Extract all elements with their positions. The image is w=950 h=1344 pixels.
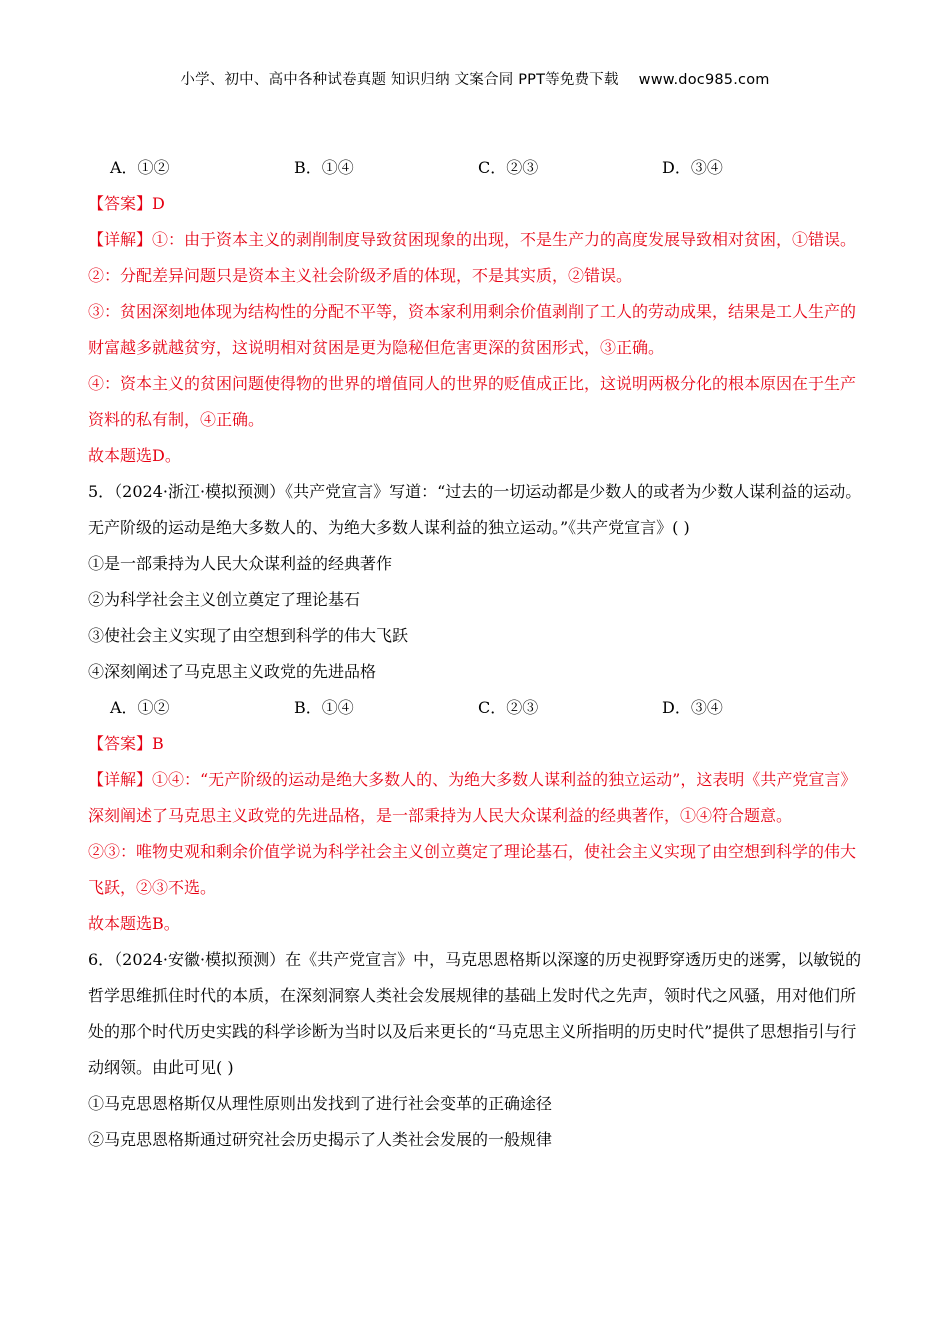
q6-stem: 6．（2024·安徽·模拟预测）在《共产党宣言》中，马克思恩格斯以深邃的历史视野穿透历史的迷雾，以敏锐的哲学思维抓住时代的本质，在深刻洞察人类社会发展规律的基础上发时代之先声，领时代之风骚，用对他们所处的那个时代历史实践的科学诊断为当时以及后来更长的“马克思主义所指明的历史时代”提供了思想指引与行动纲领。由此可见( ) <box>88 950 862 1077</box>
q4-detail-2: ②：分配差异问题只是资本主义社会阶级矛盾的体现，不是其实质，②错误。 <box>88 266 633 285</box>
question-content <box>88 150 863 1158</box>
q5-option-d: D．③④ <box>662 698 723 717</box>
q5-item-1: ①是一部秉持为人民大众谋利益的经典著作 <box>88 554 393 573</box>
q5-option-c: C．②③ <box>478 698 539 717</box>
q4-option-b: B．①④ <box>294 158 354 177</box>
q6-item-1: ①马克思恩格斯仅从理性原则出发找到了进行社会变革的正确途径 <box>88 1094 553 1113</box>
q5-item-3: ③使社会主义实现了由空想到科学的伟大飞跃 <box>88 626 409 645</box>
q5-item-2: ②为科学社会主义创立奠定了理论基石 <box>88 590 361 609</box>
q4-conclusion: 故本题选D。 <box>88 446 181 465</box>
q4-option-a: A．①② <box>110 158 170 177</box>
q4-detail-4: ④：资本主义的贫困问题使得物的世界的增值同人的世界的贬值成正比，这说明两极分化的根本原因在于生产资料的私有制，④正确。 <box>88 374 857 429</box>
q4-option-d: D．③④ <box>662 158 723 177</box>
q5-stem: 5．（2024·浙江·模拟预测）《共产党宣言》写道：“过去的一切运动都是少数人的或者为少数人谋利益的运动。无产阶级的运动是绝大多数人的、为绝大多数人谋利益的独立运动。”《共产党宣言》( ) <box>88 482 862 537</box>
q4-answer: 【答案】D <box>88 194 165 213</box>
q4-option-c: C．②③ <box>478 158 539 177</box>
q5-option-b: B．①④ <box>294 698 354 717</box>
q5-detail-2: ②③：唯物史观和剩余价值学说为科学社会主义创立奠定了理论基石，使社会主义实现了由空想到科学的伟大飞跃，②③不选。 <box>88 842 857 897</box>
q5-option-a: A．①② <box>110 698 170 717</box>
q6-item-2: ②马克思恩格斯通过研究社会历史揭示了人类社会发展的一般规律 <box>88 1130 553 1149</box>
q4-options <box>88 150 863 186</box>
q5-conclusion: 故本题选B。 <box>88 914 180 933</box>
q5-options <box>88 690 863 726</box>
page-header <box>0 68 950 89</box>
header-text: 小学、初中、高中各种试卷真题 知识归纳 文案合同 PPT等免费下载 <box>180 72 619 88</box>
q4-detail-1: 【详解】①：由于资本主义的剥削制度导致贫困现象的出现，不是生产力的高度发展导致相对贫困，①错误。 <box>88 230 857 249</box>
q5-detail-1: 【详解】①④：“无产阶级的运动是绝大多数人的、为绝大多数人谋利益的独立运动”，这表明《共产党宣言》深刻阐述了马克思主义政党的先进品格，是一部秉持为人民大众谋利益的经典著作，①④符合题意。 <box>88 770 857 825</box>
q5-answer: 【答案】B <box>88 734 164 753</box>
q5-item-4: ④深刻阐述了马克思主义政党的先进品格 <box>88 662 377 681</box>
q4-detail-3: ③：贫困深刻地体现为结构性的分配不平等，资本家利用剩余价值剥削了工人的劳动成果，结果是工人生产的财富越多就越贫穷，这说明相对贫困是更为隐秘但危害更深的贫困形式，③正确。 <box>88 302 857 357</box>
header-site: www.doc985.com <box>638 72 770 88</box>
